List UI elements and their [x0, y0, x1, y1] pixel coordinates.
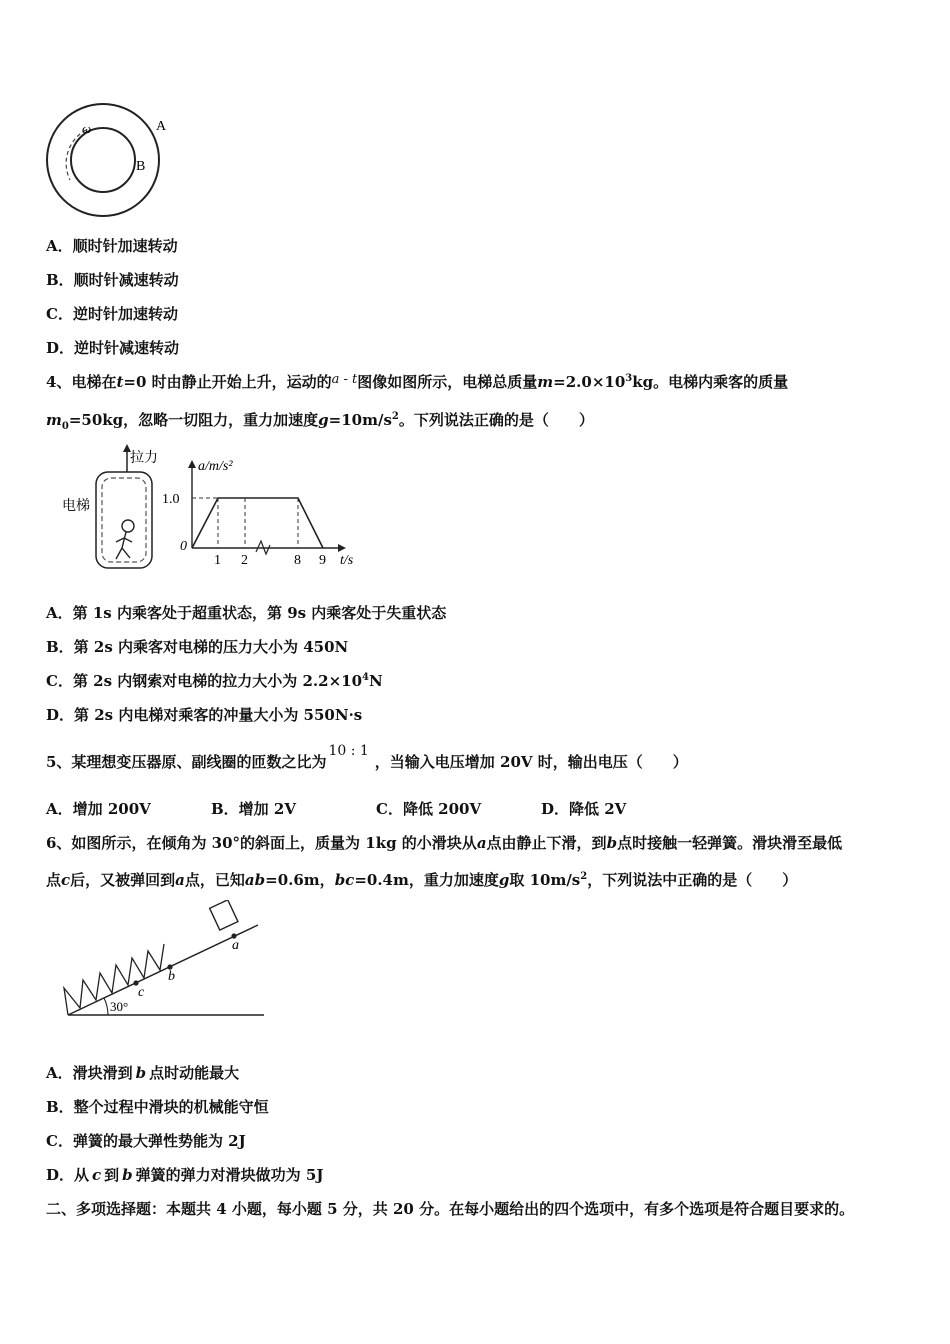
- x-tick-8: 8: [294, 553, 301, 568]
- angle-label: 30°: [110, 999, 129, 1014]
- x-tick-1: 1: [214, 553, 221, 568]
- label-a: a: [232, 938, 239, 953]
- graph-y-axis-label: a/m/s²: [198, 459, 233, 474]
- x-tick-2: 2: [241, 553, 248, 568]
- graph-origin: 0: [180, 539, 187, 554]
- q3-option-b: B．顺时针减速转动: [46, 271, 179, 289]
- q5-option-d: D．降低 2V: [541, 800, 627, 818]
- q4-option-a: A．第 1s 内乘客处于超重状态，第 9s 内乘客处于失重状态: [46, 604, 447, 622]
- q4-option-c: C．第 2s 内钢索对电梯的拉力大小为 $2.2\times 10^4N$: [46, 672, 383, 690]
- x-tick-9: 9: [319, 553, 326, 568]
- label-b: b: [168, 969, 175, 984]
- q6-option-c: C．弹簧的最大弹性势能为 2J: [46, 1132, 246, 1150]
- label-a: A: [156, 119, 167, 134]
- graph-y-arrowhead: [188, 460, 196, 468]
- label-c: c: [138, 985, 145, 1000]
- q6-stem-line2: 点c后，又被弹回到a点，已知ab=0.6m，bc=0.4m，重力加速度g取 $10m/s^2$，下列说法中正确的是（ ）: [46, 871, 798, 889]
- passenger-figure: [116, 520, 134, 559]
- turns-ratio: 10 : 1: [328, 743, 369, 759]
- q5-option-c: C．降低 200V: [376, 800, 482, 818]
- q3-option-a: A．顺时针加速转动: [46, 237, 178, 255]
- q6-option-d: D．从 c 到 b 弹簧的弹力对滑块做功为 5J: [46, 1166, 324, 1184]
- q4-stem-line2: $m_0=50kg$，忽略一切阻力，重力加速度$g=10m/s^2$。下列说法正确的是（ ）: [46, 411, 594, 432]
- graph-x-arrowhead: [338, 544, 346, 552]
- q6-option-b: B．整个过程中滑块的机械能守恒: [46, 1098, 269, 1116]
- q5-option-b: B．增加 2V: [211, 800, 296, 818]
- q3-option-d: D．逆时针减速转动: [46, 339, 180, 357]
- q5-option-a: A．增加 200V: [46, 800, 151, 818]
- q4-stem-line1: 4、电梯在t=0 时由静止开始上升，运动的a - t图像如图所示，电梯总质量$m=2.0\times 10^3kg$。电梯内乘客的质量: [46, 372, 789, 391]
- section-2-heading: 二、多项选择题：本题共 4 小题，每小题 5 分，共 20 分。在每小题给出的四个选项中，有多个选项是符合题目要求的。: [46, 1200, 855, 1218]
- at-graph-line: [192, 498, 323, 548]
- elevator-car-outer: [96, 472, 152, 568]
- q4-option-b: B．第 2s 内乘客对电梯的压力大小为 450N: [46, 638, 349, 656]
- incline-line: [68, 925, 258, 1015]
- rings-figure: [40, 100, 190, 220]
- pull-label: 拉力: [130, 451, 158, 466]
- q6-option-a: A．滑块滑到 b 点时动能最大: [46, 1064, 240, 1082]
- label-omega: ω: [82, 121, 92, 136]
- inner-ring-b: [71, 128, 135, 192]
- elevator-label: 电梯: [62, 499, 90, 514]
- slider-block: [210, 900, 238, 930]
- at-graph-label: a - t: [331, 372, 358, 387]
- graph-y-tick: 1.0: [162, 492, 180, 507]
- x-axis-label: t/s: [340, 553, 354, 568]
- q5-stem: 5、某理想变压器原、副线圈的匝数之比为10 : 1，当输入电压增加 20V 时，输出电压（ ）: [46, 743, 688, 771]
- label-b: B: [136, 159, 146, 174]
- q3-option-c: C．逆时针加速转动: [46, 305, 178, 323]
- q4-option-d: D．第 2s 内电梯对乘客的冲量大小为 550N·s: [46, 706, 363, 724]
- elevator-figure: [58, 442, 378, 577]
- angle-arc: [104, 998, 108, 1015]
- incline-figure: [56, 900, 276, 1025]
- rotation-arrow: [66, 130, 86, 180]
- q6-stem-line1: 6、如图所示，在倾角为 30°的斜面上，质量为 1kg 的小滑块从a点由静止下滑，到b点时接触一轻弹簧。滑块滑至最低: [46, 834, 843, 852]
